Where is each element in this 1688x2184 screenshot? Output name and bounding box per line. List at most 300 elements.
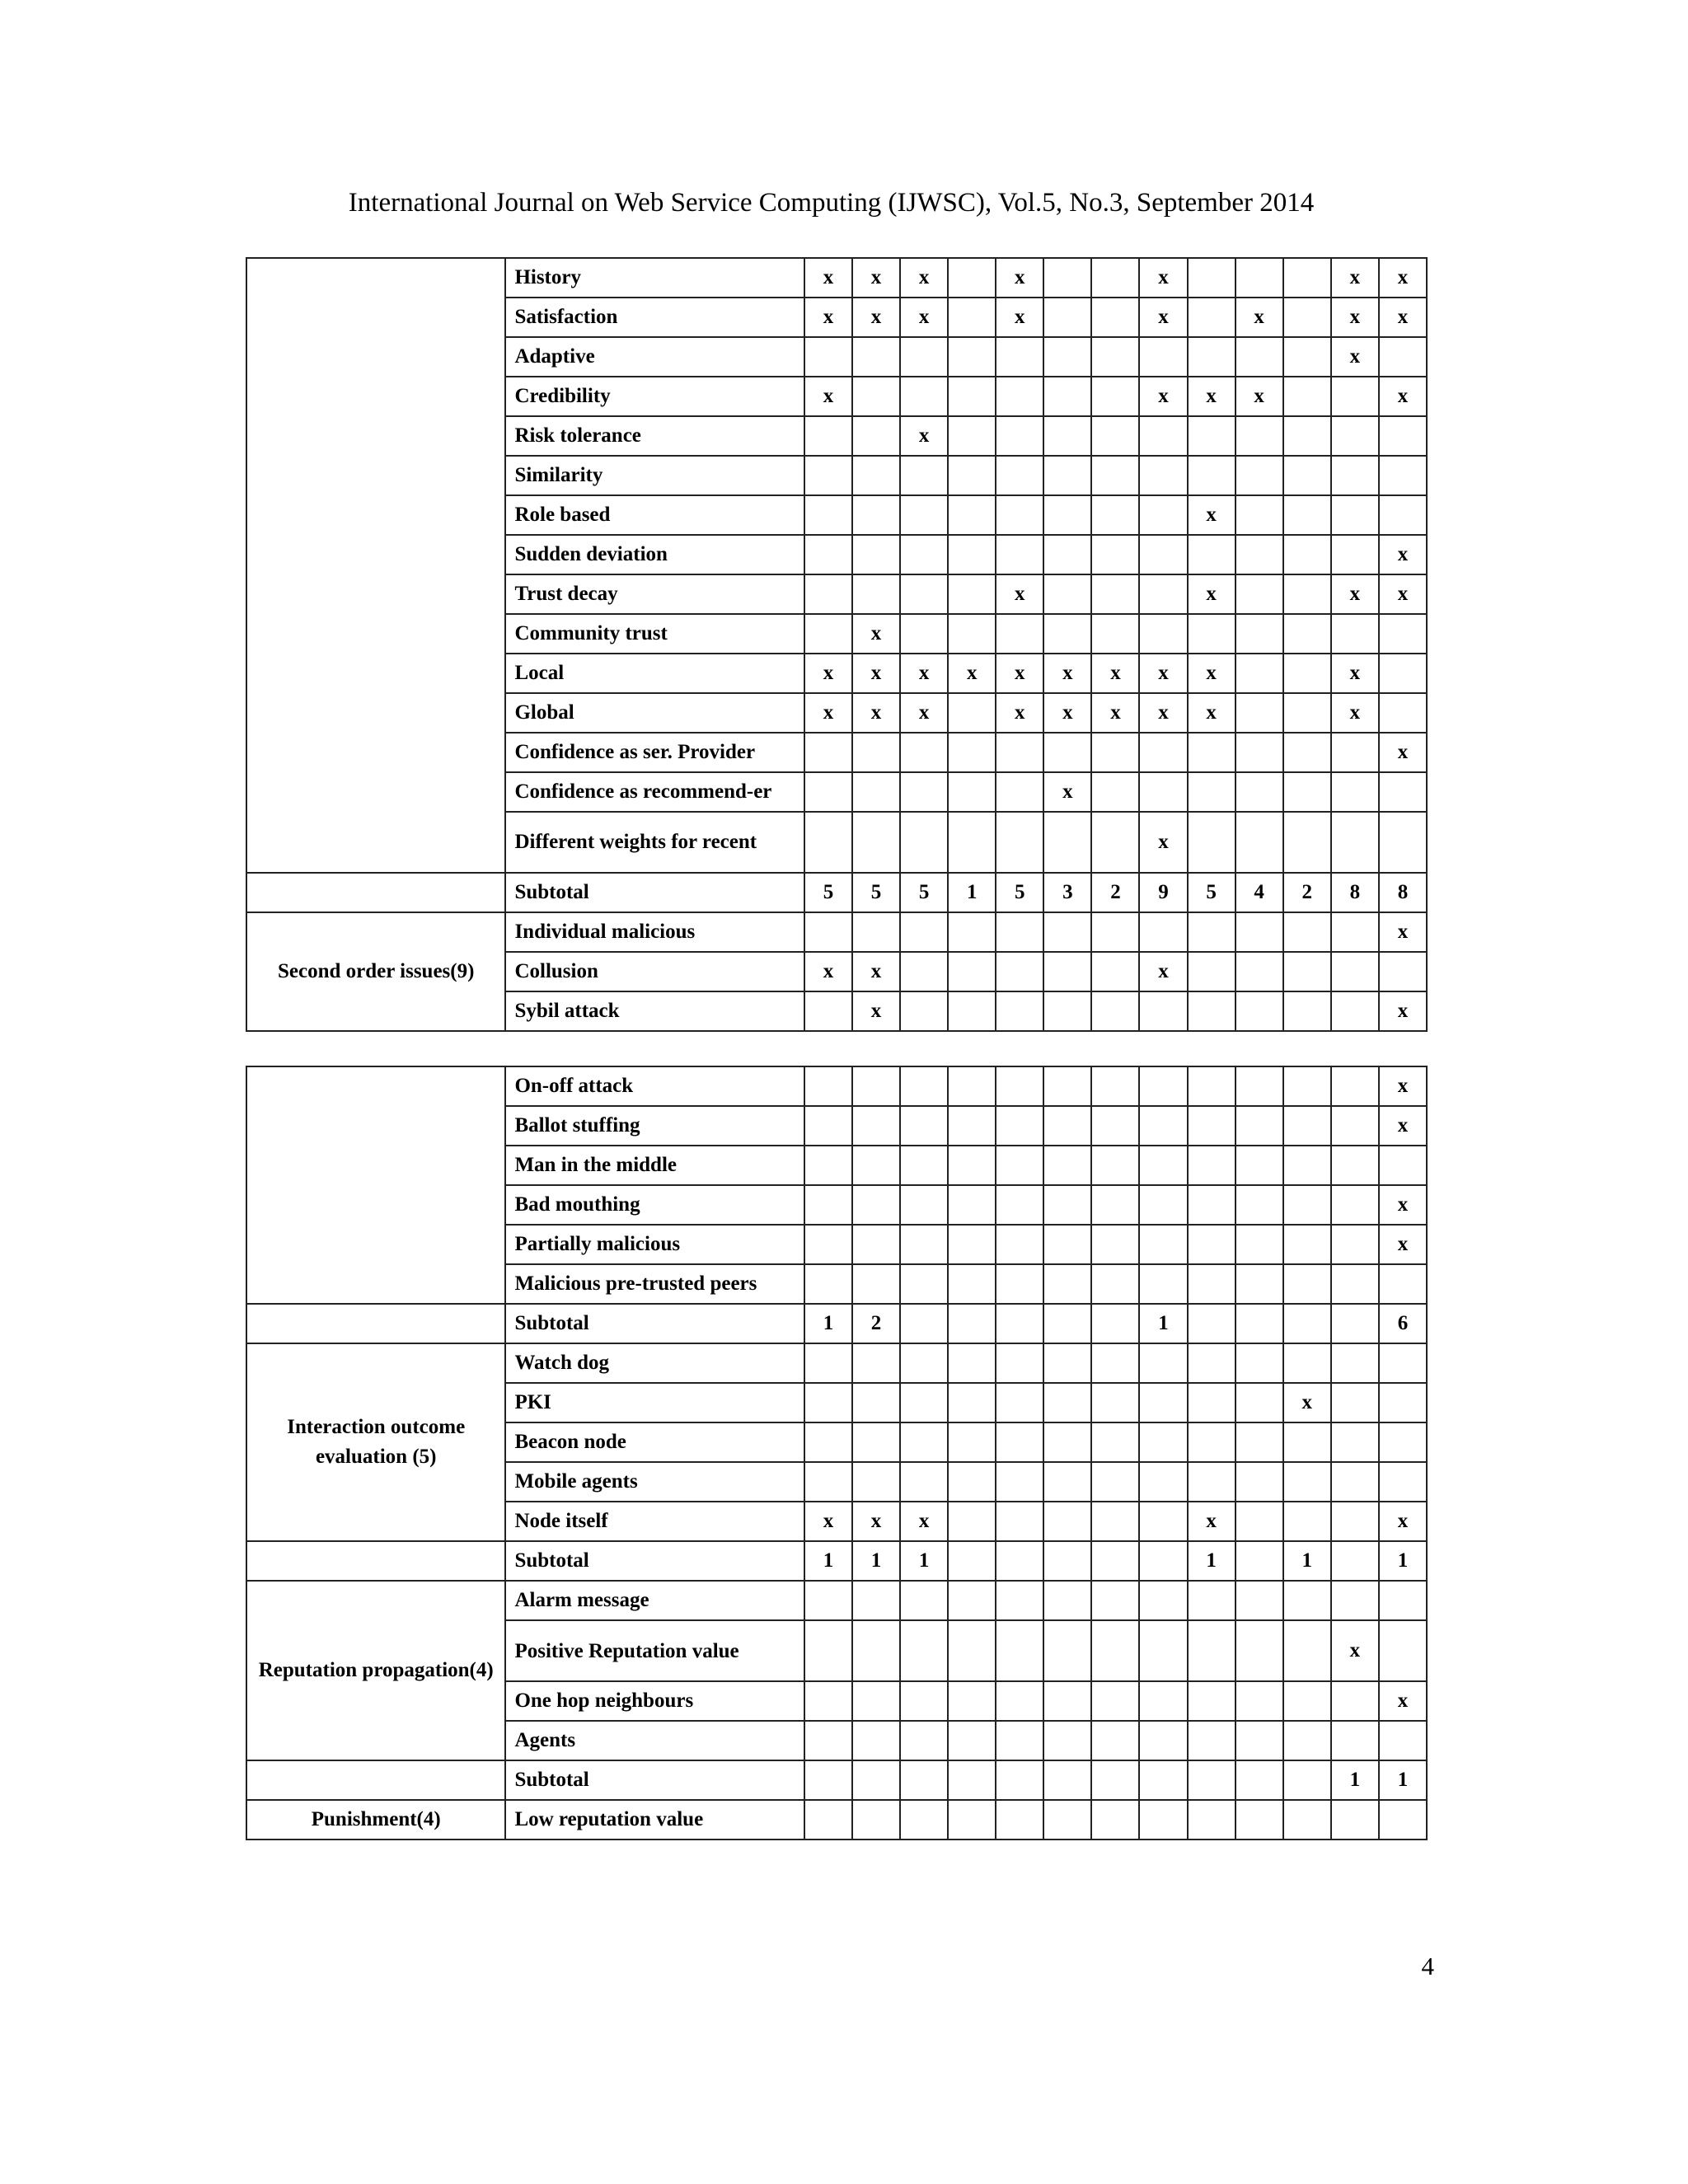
mark-cell <box>1139 456 1187 495</box>
subtotal-cell: 3 <box>1043 873 1091 912</box>
mark-cell <box>996 912 1043 952</box>
mark-cell <box>1043 614 1091 654</box>
subtotal-cell <box>948 1760 996 1800</box>
mark-cell <box>1139 1225 1187 1264</box>
subtotal-cell: 2 <box>852 1304 900 1343</box>
mark-cell <box>1188 1681 1236 1721</box>
mark-cell <box>1139 614 1187 654</box>
mark-cell <box>996 991 1043 1031</box>
mark-cell <box>1283 772 1331 812</box>
subtotal-cell: 1 <box>1379 1541 1427 1581</box>
subtotal-cell <box>1283 1760 1331 1800</box>
mark-cell <box>1236 1462 1283 1502</box>
mark-cell <box>1283 1681 1331 1721</box>
feature-label: Positive Reputation value <box>505 1620 804 1681</box>
mark-cell <box>1091 1225 1139 1264</box>
mark-cell <box>1043 733 1091 772</box>
mark-cell <box>996 1343 1043 1383</box>
feature-label: Low reputation value <box>505 1800 804 1840</box>
mark-cell <box>1236 693 1283 733</box>
mark-cell <box>852 733 900 772</box>
mark-cell <box>948 991 996 1031</box>
mark-cell <box>804 1383 852 1422</box>
mark-cell <box>996 1146 1043 1185</box>
mark-cell: x <box>1139 654 1187 693</box>
mark-cell: x <box>852 693 900 733</box>
mark-cell <box>804 614 852 654</box>
mark-cell <box>1091 574 1139 614</box>
mark-cell <box>852 1800 900 1840</box>
mark-cell <box>1188 912 1236 952</box>
mark-cell <box>1043 1581 1091 1620</box>
subtotal-blank-cell <box>246 873 505 912</box>
subtotal-cell: 1 <box>1379 1760 1427 1800</box>
mark-cell: x <box>996 654 1043 693</box>
mark-cell <box>1331 812 1379 873</box>
mark-cell <box>1331 535 1379 574</box>
subtotal-cell <box>1139 1760 1187 1800</box>
mark-cell: x <box>1188 377 1236 416</box>
mark-cell <box>1091 1581 1139 1620</box>
mark-cell: x <box>900 416 948 456</box>
mark-cell <box>1139 1146 1187 1185</box>
mark-cell <box>1043 1146 1091 1185</box>
mark-cell <box>1139 1106 1187 1146</box>
mark-cell <box>1236 1106 1283 1146</box>
category-cell: Reputation propagation(4) <box>246 1581 505 1760</box>
mark-cell: x <box>1188 1502 1236 1541</box>
mark-cell <box>1043 1502 1091 1541</box>
mark-cell <box>1091 535 1139 574</box>
mark-cell <box>1139 1462 1187 1502</box>
mark-cell <box>948 1066 996 1106</box>
mark-cell: x <box>852 298 900 337</box>
mark-cell <box>1236 416 1283 456</box>
subtotal-cell <box>1043 1760 1091 1800</box>
mark-cell <box>1139 991 1187 1031</box>
mark-cell <box>1379 337 1427 377</box>
mark-cell <box>1091 1066 1139 1106</box>
mark-cell <box>804 535 852 574</box>
mark-cell: x <box>1236 298 1283 337</box>
mark-cell <box>1043 377 1091 416</box>
mark-cell <box>1331 1800 1379 1840</box>
mark-cell <box>948 495 996 535</box>
mark-cell <box>1379 1721 1427 1760</box>
mark-cell <box>996 1422 1043 1462</box>
mark-cell <box>1091 1800 1139 1840</box>
mark-cell <box>852 1343 900 1383</box>
mark-cell <box>1331 1581 1379 1620</box>
mark-cell <box>1379 654 1427 693</box>
feature-label: Malicious pre-trusted peers <box>505 1264 804 1304</box>
mark-cell <box>804 1422 852 1462</box>
subtotal-cell: 8 <box>1331 873 1379 912</box>
subtotal-cell: 5 <box>804 873 852 912</box>
mark-cell <box>900 952 948 991</box>
mark-cell <box>1283 1106 1331 1146</box>
mark-cell <box>1188 258 1236 298</box>
mark-cell <box>804 1581 852 1620</box>
subtotal-cell <box>1139 1541 1187 1581</box>
mark-cell <box>948 535 996 574</box>
mark-cell <box>900 1681 948 1721</box>
mark-cell <box>1139 1066 1187 1106</box>
mark-cell: x <box>804 377 852 416</box>
subtotal-cell <box>1283 1304 1331 1343</box>
mark-cell <box>1139 1383 1187 1422</box>
subtotal-cell: 5 <box>996 873 1043 912</box>
mark-cell <box>1331 1146 1379 1185</box>
mark-cell <box>900 1800 948 1840</box>
mark-cell <box>1188 416 1236 456</box>
mark-cell <box>1331 1106 1379 1146</box>
mark-cell <box>996 1721 1043 1760</box>
mark-cell <box>804 1106 852 1146</box>
subtotal-blank-cell <box>246 1304 505 1343</box>
mark-cell <box>948 1620 996 1681</box>
mark-cell <box>1283 1620 1331 1681</box>
subtotal-cell: 2 <box>1283 873 1331 912</box>
subtotal-cell <box>1188 1304 1236 1343</box>
mark-cell <box>948 614 996 654</box>
mark-cell <box>1091 1185 1139 1225</box>
mark-cell: x <box>1331 337 1379 377</box>
mark-cell <box>1043 535 1091 574</box>
mark-cell <box>996 1225 1043 1264</box>
table-row <box>246 258 1427 298</box>
mark-cell <box>1139 1581 1187 1620</box>
page-number: 4 <box>1421 1952 1434 1980</box>
mark-cell <box>1188 456 1236 495</box>
mark-cell <box>1091 1502 1139 1541</box>
mark-cell: x <box>1379 535 1427 574</box>
mark-cell: x <box>1139 377 1187 416</box>
mark-cell <box>948 416 996 456</box>
mark-cell <box>804 1800 852 1840</box>
mark-cell: x <box>1379 1225 1427 1264</box>
feature-label: Mobile agents <box>505 1462 804 1502</box>
mark-cell <box>900 574 948 614</box>
mark-cell <box>1091 772 1139 812</box>
mark-cell <box>900 1620 948 1681</box>
feature-label: PKI <box>505 1383 804 1422</box>
mark-cell <box>1331 1264 1379 1304</box>
mark-cell <box>1091 495 1139 535</box>
mark-cell <box>996 1185 1043 1225</box>
mark-cell <box>804 812 852 873</box>
mark-cell <box>1331 1066 1379 1106</box>
mark-cell <box>1283 1185 1331 1225</box>
subtotal-cell <box>1043 1541 1091 1581</box>
feature-label: Community trust <box>505 614 804 654</box>
mark-cell: x <box>1043 772 1091 812</box>
mark-cell <box>1139 1422 1187 1462</box>
mark-cell <box>852 535 900 574</box>
mark-cell <box>948 772 996 812</box>
mark-cell <box>900 535 948 574</box>
subtotal-cell: 2 <box>1091 873 1139 912</box>
mark-cell <box>1236 1581 1283 1620</box>
mark-cell <box>1283 298 1331 337</box>
mark-cell <box>948 1185 996 1225</box>
mark-cell <box>1043 991 1091 1031</box>
mark-cell <box>1283 258 1331 298</box>
mark-cell <box>1188 812 1236 873</box>
mark-cell <box>1379 456 1427 495</box>
mark-cell <box>900 337 948 377</box>
mark-cell <box>1043 1800 1091 1840</box>
mark-cell <box>1236 337 1283 377</box>
mark-cell <box>1139 1620 1187 1681</box>
mark-cell <box>804 1264 852 1304</box>
mark-cell <box>804 495 852 535</box>
mark-cell: x <box>1139 258 1187 298</box>
mark-cell: x <box>900 298 948 337</box>
mark-cell: x <box>1379 912 1427 952</box>
mark-cell <box>1091 1462 1139 1502</box>
mark-cell <box>804 416 852 456</box>
subtotal-row <box>246 1304 1427 1343</box>
subtotal-cell: 5 <box>1188 873 1236 912</box>
mark-cell <box>900 1462 948 1502</box>
mark-cell <box>996 416 1043 456</box>
mark-cell <box>1091 1343 1139 1383</box>
mark-cell <box>948 812 996 873</box>
subtotal-cell <box>996 1760 1043 1800</box>
feature-label: Similarity <box>505 456 804 495</box>
mark-cell: x <box>1379 377 1427 416</box>
feature-label: Different weights for recent <box>505 812 804 873</box>
mark-cell <box>948 1681 996 1721</box>
mark-cell <box>1283 1800 1331 1840</box>
mark-cell <box>1236 258 1283 298</box>
mark-cell: x <box>1091 654 1139 693</box>
mark-cell <box>900 991 948 1031</box>
mark-cell <box>1043 258 1091 298</box>
feature-label: Risk tolerance <box>505 416 804 456</box>
feature-label: Role based <box>505 495 804 535</box>
mark-cell <box>852 812 900 873</box>
mark-cell <box>1283 812 1331 873</box>
mark-cell <box>852 1264 900 1304</box>
mark-cell <box>1139 535 1187 574</box>
mark-cell <box>948 337 996 377</box>
mark-cell: x <box>1379 258 1427 298</box>
mark-cell <box>996 1264 1043 1304</box>
comparison-table-part-1 <box>246 257 1428 1032</box>
subtotal-cell <box>948 1304 996 1343</box>
mark-cell <box>1236 1422 1283 1462</box>
mark-cell <box>1188 772 1236 812</box>
mark-cell: x <box>1379 1185 1427 1225</box>
mark-cell <box>1331 1681 1379 1721</box>
mark-cell <box>1236 614 1283 654</box>
comparison-table-part-2 <box>246 1066 1428 1840</box>
mark-cell <box>1283 991 1331 1031</box>
mark-cell <box>1283 1462 1331 1502</box>
mark-cell <box>1283 574 1331 614</box>
table-row <box>246 1800 1427 1840</box>
mark-cell <box>1379 1462 1427 1502</box>
mark-cell <box>1091 258 1139 298</box>
category-cell <box>246 258 505 873</box>
mark-cell <box>1139 733 1187 772</box>
mark-cell <box>1331 495 1379 535</box>
mark-cell <box>1331 912 1379 952</box>
mark-cell <box>900 1066 948 1106</box>
mark-cell <box>900 1225 948 1264</box>
category-cell: Interaction outcome evaluation (5) <box>246 1343 505 1541</box>
subtotal-cell: 1 <box>1331 1760 1379 1800</box>
mark-cell <box>1043 298 1091 337</box>
mark-cell <box>900 1343 948 1383</box>
mark-cell: x <box>1331 693 1379 733</box>
mark-cell <box>1043 1620 1091 1681</box>
mark-cell: x <box>1331 298 1379 337</box>
mark-cell <box>996 1066 1043 1106</box>
feature-label: Ballot stuffing <box>505 1106 804 1146</box>
mark-cell <box>852 574 900 614</box>
mark-cell <box>1091 1146 1139 1185</box>
mark-cell: x <box>1379 1681 1427 1721</box>
mark-cell: x <box>852 1502 900 1541</box>
feature-label: Partially malicious <box>505 1225 804 1264</box>
mark-cell <box>1188 1225 1236 1264</box>
mark-cell <box>1091 733 1139 772</box>
mark-cell <box>948 1800 996 1840</box>
subtotal-cell: 9 <box>1139 873 1187 912</box>
mark-cell <box>996 772 1043 812</box>
mark-cell <box>1236 1681 1283 1721</box>
mark-cell <box>1379 1422 1427 1462</box>
mark-cell <box>900 733 948 772</box>
mark-cell: x <box>1379 1066 1427 1106</box>
category-cell <box>246 1066 505 1304</box>
mark-cell <box>1188 1264 1236 1304</box>
mark-cell <box>948 1264 996 1304</box>
mark-cell <box>1091 377 1139 416</box>
mark-cell <box>1043 1383 1091 1422</box>
mark-cell <box>900 1721 948 1760</box>
subtotal-cell <box>1331 1304 1379 1343</box>
feature-label: Adaptive <box>505 337 804 377</box>
mark-cell <box>852 1106 900 1146</box>
mark-cell <box>1188 1106 1236 1146</box>
feature-label: Sybil attack <box>505 991 804 1031</box>
mark-cell <box>900 1581 948 1620</box>
mark-cell: x <box>804 258 852 298</box>
mark-cell <box>1283 912 1331 952</box>
mark-cell <box>900 1185 948 1225</box>
mark-cell <box>804 1146 852 1185</box>
subtotal-label: Subtotal <box>505 1760 804 1800</box>
mark-cell <box>1091 952 1139 991</box>
mark-cell <box>1331 456 1379 495</box>
subtotal-cell: 1 <box>900 1541 948 1581</box>
mark-cell: x <box>1331 654 1379 693</box>
mark-cell <box>1331 733 1379 772</box>
mark-cell: x <box>900 654 948 693</box>
mark-cell <box>1236 1343 1283 1383</box>
mark-cell <box>1283 1264 1331 1304</box>
subtotal-cell: 1 <box>948 873 996 912</box>
mark-cell <box>900 812 948 873</box>
mark-cell <box>1283 377 1331 416</box>
mark-cell <box>1236 1264 1283 1304</box>
mark-cell: x <box>852 952 900 991</box>
mark-cell <box>1188 298 1236 337</box>
mark-cell <box>1379 1264 1427 1304</box>
mark-cell <box>1091 991 1139 1031</box>
mark-cell <box>1236 1146 1283 1185</box>
mark-cell <box>852 377 900 416</box>
subtotal-cell: 1 <box>852 1541 900 1581</box>
mark-cell <box>1091 416 1139 456</box>
mark-cell <box>1283 456 1331 495</box>
mark-cell <box>1379 495 1427 535</box>
mark-cell <box>852 912 900 952</box>
mark-cell <box>1331 772 1379 812</box>
subtotal-label: Subtotal <box>505 1304 804 1343</box>
mark-cell <box>1043 1264 1091 1304</box>
subtotal-cell <box>1091 1541 1139 1581</box>
mark-cell <box>1091 298 1139 337</box>
mark-cell <box>1188 1422 1236 1462</box>
mark-cell <box>1379 1800 1427 1840</box>
mark-cell <box>1139 1721 1187 1760</box>
mark-cell <box>804 456 852 495</box>
mark-cell: x <box>1043 693 1091 733</box>
mark-cell <box>1283 495 1331 535</box>
mark-cell <box>1283 1225 1331 1264</box>
category-cell: Punishment(4) <box>246 1800 505 1840</box>
category-cell: Second order issues(9) <box>246 912 505 1031</box>
mark-cell <box>900 772 948 812</box>
mark-cell <box>1043 1106 1091 1146</box>
subtotal-cell <box>996 1541 1043 1581</box>
subtotal-cell: 1 <box>1188 1541 1236 1581</box>
mark-cell <box>1236 812 1283 873</box>
subtotal-cell: 4 <box>1236 873 1283 912</box>
subtotal-cell: 5 <box>900 873 948 912</box>
mark-cell <box>1139 1185 1187 1225</box>
mark-cell <box>948 1462 996 1502</box>
mark-cell: x <box>1236 377 1283 416</box>
mark-cell <box>1043 574 1091 614</box>
mark-cell <box>996 1502 1043 1541</box>
mark-cell <box>1283 693 1331 733</box>
mark-cell <box>804 337 852 377</box>
subtotal-cell <box>852 1760 900 1800</box>
feature-label: Local <box>505 654 804 693</box>
mark-cell <box>1139 912 1187 952</box>
mark-cell <box>1236 535 1283 574</box>
mark-cell: x <box>804 952 852 991</box>
subtotal-cell <box>1091 1304 1139 1343</box>
mark-cell: x <box>1379 298 1427 337</box>
mark-cell <box>804 733 852 772</box>
mark-cell <box>948 1581 996 1620</box>
mark-cell <box>1188 1800 1236 1840</box>
mark-cell <box>1331 1502 1379 1541</box>
mark-cell <box>1331 1383 1379 1422</box>
mark-cell <box>1236 1066 1283 1106</box>
feature-label: Individual malicious <box>505 912 804 952</box>
mark-cell <box>900 1264 948 1304</box>
mark-cell <box>1379 693 1427 733</box>
mark-cell: x <box>996 574 1043 614</box>
